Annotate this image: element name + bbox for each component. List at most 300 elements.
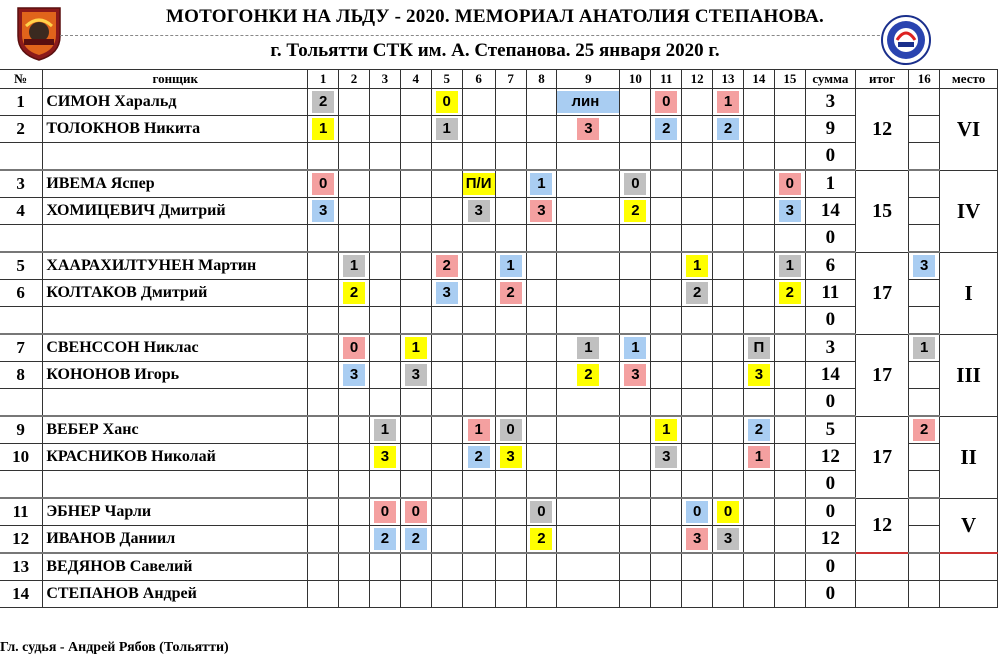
heat-cell	[339, 170, 370, 198]
heat-cell	[682, 198, 713, 225]
heat-cell	[557, 498, 620, 526]
heat-cell	[339, 225, 370, 253]
heat-cell	[308, 307, 339, 335]
heat-cell	[713, 252, 744, 280]
heat-score: 2	[624, 200, 646, 222]
group-place	[940, 581, 998, 608]
heat-cell	[743, 307, 774, 335]
heat-score: 2	[312, 91, 334, 113]
heat-cell	[682, 116, 713, 143]
heat-cell	[495, 581, 526, 608]
heat-cell	[651, 553, 682, 581]
heat-cell	[713, 362, 744, 389]
heat-cell	[495, 471, 526, 499]
heat-cell	[774, 389, 805, 417]
rider-row	[0, 334, 998, 362]
heat-cell	[774, 252, 805, 280]
heat-cell	[462, 143, 495, 171]
group-total: 12	[855, 498, 908, 553]
heat-cell	[651, 280, 682, 307]
heat-cell	[431, 280, 462, 307]
heat-cell	[713, 471, 744, 499]
heat-cell	[526, 307, 557, 335]
heat-cell	[462, 334, 495, 362]
heat-cell	[369, 471, 400, 499]
heat-cell	[495, 143, 526, 171]
heat-score: 3	[436, 282, 458, 304]
rider-name	[43, 143, 308, 171]
rider-name: СИМОН Харальд	[43, 89, 308, 116]
heat-cell	[339, 334, 370, 362]
heat-score: 1	[500, 255, 522, 277]
heat-cell	[682, 553, 713, 581]
heat-cell	[620, 498, 651, 526]
heat-cell	[557, 170, 620, 198]
group-total	[855, 553, 908, 581]
heat-score: 2	[500, 282, 522, 304]
heat-cell	[620, 362, 651, 389]
rider-row	[0, 252, 998, 280]
rider-sum: 0	[805, 581, 855, 608]
run-off-cell	[909, 280, 940, 307]
rider-row	[0, 307, 998, 335]
heat-cell	[620, 280, 651, 307]
rider-name: СТЕПАНОВ Андрей	[43, 581, 308, 608]
heat-score: 2	[748, 419, 770, 441]
run-off-cell	[909, 471, 940, 499]
heat-cell	[431, 389, 462, 417]
heat-cell	[774, 444, 805, 471]
heat-cell	[743, 498, 774, 526]
run-off-cell	[909, 362, 940, 389]
rider-sum: 11	[805, 280, 855, 307]
heat-cell	[431, 362, 462, 389]
group-total: 12	[855, 89, 908, 171]
heat-cell	[682, 225, 713, 253]
run-off-cell	[909, 416, 940, 444]
heat-score: 1	[686, 255, 708, 277]
rider-row	[0, 498, 998, 526]
heat-cell	[400, 389, 431, 417]
heat-cell	[743, 581, 774, 608]
heat-cell	[495, 170, 526, 198]
heat-cell	[743, 362, 774, 389]
heat-cell	[495, 252, 526, 280]
rider-name: КОНОНОВ Игорь	[43, 362, 308, 389]
heat-cell	[713, 143, 744, 171]
heat-cell	[308, 471, 339, 499]
reserve-row	[0, 581, 998, 608]
heat-cell	[369, 116, 400, 143]
heat-score: 3	[655, 446, 677, 468]
rider-row	[0, 116, 998, 143]
heat-cell	[495, 198, 526, 225]
heat-cell	[651, 225, 682, 253]
heat-cell	[743, 198, 774, 225]
heat-cell	[743, 252, 774, 280]
heat-cell	[495, 280, 526, 307]
heat-cell	[431, 116, 462, 143]
heat-cell	[462, 498, 495, 526]
group-total: 17	[855, 252, 908, 334]
rider-sum: 0	[805, 471, 855, 499]
rider-sum: 3	[805, 334, 855, 362]
heat-cell	[651, 143, 682, 171]
rider-name: КОЛТАКОВ Дмитрий	[43, 280, 308, 307]
rider-name: ЭБНЕР Чарли	[43, 498, 308, 526]
heat-cell	[774, 307, 805, 335]
heat-cell	[400, 198, 431, 225]
heat-cell	[431, 198, 462, 225]
heat-cell	[713, 416, 744, 444]
heat-score: 3	[374, 446, 396, 468]
heat-cell	[682, 252, 713, 280]
heat-cell	[308, 280, 339, 307]
rider-row	[0, 89, 998, 116]
heat-cell	[400, 553, 431, 581]
heat-cell	[369, 170, 400, 198]
run-off-cell	[909, 198, 940, 225]
group-place: I	[940, 252, 998, 334]
heat-cell	[774, 143, 805, 171]
heat-cell	[431, 553, 462, 581]
col-heat: 15	[774, 70, 805, 89]
col-heat: 7	[495, 70, 526, 89]
heat-cell	[774, 471, 805, 499]
heat-cell	[495, 116, 526, 143]
heat-cell	[743, 116, 774, 143]
heat-score: 0	[436, 91, 458, 113]
heat-cell	[743, 553, 774, 581]
heat-cell	[526, 252, 557, 280]
heat-cell	[651, 416, 682, 444]
col-heat: 10	[620, 70, 651, 89]
heat-score: 1	[717, 91, 739, 113]
heat-cell	[743, 89, 774, 116]
heat-cell	[620, 471, 651, 499]
heat-cell	[308, 389, 339, 417]
rider-row	[0, 198, 998, 225]
rider-number	[0, 389, 43, 417]
heat-score: 2	[468, 446, 490, 468]
heat-score: 0	[405, 501, 427, 523]
heat-cell	[682, 526, 713, 554]
heat-cell	[620, 170, 651, 198]
heat-cell	[651, 581, 682, 608]
rider-name: ИВАНОВ Даниил	[43, 526, 308, 554]
run-off-cell	[909, 581, 940, 608]
run-off-cell	[909, 307, 940, 335]
heat-cell	[713, 280, 744, 307]
group-place: VI	[940, 89, 998, 171]
heat-cell	[526, 471, 557, 499]
heat-cell	[495, 334, 526, 362]
rider-row	[0, 416, 998, 444]
heat-cell	[400, 526, 431, 554]
heat-cell	[682, 143, 713, 171]
group-total: 15	[855, 170, 908, 252]
heat-cell	[462, 198, 495, 225]
heat-cell	[339, 526, 370, 554]
heat-score: 3	[624, 364, 646, 386]
rider-number	[0, 225, 43, 253]
heat-cell	[431, 581, 462, 608]
heat-cell	[651, 116, 682, 143]
heat-cell	[462, 553, 495, 581]
heat-cell	[400, 498, 431, 526]
heat-cell	[400, 280, 431, 307]
heat-cell	[620, 198, 651, 225]
heat-cell	[557, 252, 620, 280]
heat-cell	[774, 498, 805, 526]
heat-cell	[557, 362, 620, 389]
heat-cell	[369, 416, 400, 444]
rider-name: ХААРАХИЛТУНЕН Мартин	[43, 252, 308, 280]
rider-sum: 9	[805, 116, 855, 143]
heat-cell	[526, 553, 557, 581]
rider-sum: 6	[805, 252, 855, 280]
rider-sum: 12	[805, 444, 855, 471]
heat-cell	[743, 471, 774, 499]
group-total	[855, 581, 908, 608]
heat-cell	[462, 444, 495, 471]
rider-number	[0, 307, 43, 335]
heat-score: 1	[374, 419, 396, 441]
run-off-cell	[909, 334, 940, 362]
rider-name: ХОМИЦЕВИЧ Дмитрий	[43, 198, 308, 225]
rider-number: 6	[0, 280, 43, 307]
heat-cell	[620, 225, 651, 253]
rider-row	[0, 280, 998, 307]
heat-cell	[339, 444, 370, 471]
heat-cell	[651, 389, 682, 417]
heat-score: 2	[405, 528, 427, 550]
col-heat: 11	[651, 70, 682, 89]
heat-cell	[682, 581, 713, 608]
heat-cell	[774, 334, 805, 362]
rider-number: 4	[0, 198, 43, 225]
heat-cell	[620, 526, 651, 554]
rider-name	[43, 389, 308, 417]
heat-cell	[462, 225, 495, 253]
heat-cell	[462, 307, 495, 335]
heat-cell	[774, 416, 805, 444]
heat-score: 3	[577, 118, 599, 140]
heat-cell	[462, 116, 495, 143]
heat-score: 3	[913, 255, 935, 277]
group-total: 17	[855, 334, 908, 416]
heat-cell	[682, 444, 713, 471]
heat-cell	[713, 170, 744, 198]
heat-cell	[743, 444, 774, 471]
heat-score: 3	[748, 364, 770, 386]
heat-cell	[713, 198, 744, 225]
heat-cell	[526, 116, 557, 143]
heat-cell	[526, 89, 557, 116]
heat-cell	[369, 389, 400, 417]
heat-score: 1	[436, 118, 458, 140]
heat-cell	[495, 307, 526, 335]
heat-cell	[462, 252, 495, 280]
rider-sum: 0	[805, 389, 855, 417]
heat-cell	[400, 334, 431, 362]
heat-cell	[526, 416, 557, 444]
heat-cell	[526, 280, 557, 307]
heat-cell	[557, 116, 620, 143]
col-num: №	[0, 70, 43, 89]
rider-row	[0, 225, 998, 253]
heat-cell	[339, 362, 370, 389]
heat-score: лин	[557, 91, 620, 113]
heat-cell	[308, 225, 339, 253]
rider-sum: 0	[805, 225, 855, 253]
heat-cell	[620, 416, 651, 444]
heat-cell	[431, 471, 462, 499]
heat-cell	[339, 581, 370, 608]
heat-score: 0	[686, 501, 708, 523]
heat-cell	[526, 198, 557, 225]
group-place: III	[940, 334, 998, 416]
run-off-cell	[909, 116, 940, 143]
heat-cell	[774, 526, 805, 554]
heat-cell	[369, 143, 400, 171]
rider-name: ИВЕМА Яспер	[43, 170, 308, 198]
heat-cell	[557, 444, 620, 471]
heat-cell	[713, 225, 744, 253]
heat-cell	[339, 498, 370, 526]
rider-row	[0, 526, 998, 554]
run-off-cell	[909, 143, 940, 171]
heat-score: 0	[655, 91, 677, 113]
heat-cell	[620, 581, 651, 608]
heat-cell	[339, 143, 370, 171]
heat-score: 2	[913, 419, 935, 441]
run-off-cell	[909, 389, 940, 417]
heat-cell	[495, 389, 526, 417]
heat-cell	[400, 225, 431, 253]
heat-cell	[431, 89, 462, 116]
heat-score: 3	[405, 364, 427, 386]
heat-cell	[462, 526, 495, 554]
heat-cell	[400, 362, 431, 389]
heat-cell	[743, 416, 774, 444]
heat-score: 3	[468, 200, 490, 222]
col-sum: сумма	[805, 70, 855, 89]
heat-cell	[682, 471, 713, 499]
col-heat: 12	[682, 70, 713, 89]
heat-cell	[308, 526, 339, 554]
heat-cell	[682, 389, 713, 417]
heat-cell	[339, 553, 370, 581]
rider-sum: 12	[805, 526, 855, 554]
heat-cell	[308, 89, 339, 116]
rider-number: 13	[0, 553, 43, 581]
heat-cell	[651, 362, 682, 389]
heat-cell	[462, 89, 495, 116]
heat-cell	[369, 307, 400, 335]
heat-cell	[431, 444, 462, 471]
heat-cell	[774, 116, 805, 143]
group-total: 17	[855, 416, 908, 498]
heat-score: 3	[343, 364, 365, 386]
rider-number: 12	[0, 526, 43, 554]
heat-cell	[308, 334, 339, 362]
run-off-cell	[909, 498, 940, 526]
heat-cell	[713, 553, 744, 581]
heat-score: 2	[343, 282, 365, 304]
col-place: место	[940, 70, 998, 89]
heat-cell	[462, 280, 495, 307]
heat-cell	[400, 89, 431, 116]
ice-speedway-logo	[14, 6, 64, 61]
heat-cell	[774, 362, 805, 389]
heat-cell	[339, 416, 370, 444]
col-heat: 5	[431, 70, 462, 89]
heat-score: 0	[312, 173, 334, 195]
run-off-cell	[909, 526, 940, 554]
heat-cell	[557, 89, 620, 116]
heat-score: 2	[717, 118, 739, 140]
heat-cell	[339, 389, 370, 417]
heat-score: П/И	[463, 173, 495, 195]
rider-number: 9	[0, 416, 43, 444]
heat-cell	[308, 116, 339, 143]
col-heat: 9	[557, 70, 620, 89]
heat-cell	[651, 444, 682, 471]
rider-number: 2	[0, 116, 43, 143]
heat-cell	[431, 307, 462, 335]
group-place: V	[940, 498, 998, 553]
rider-sum: 5	[805, 416, 855, 444]
heat-cell	[557, 471, 620, 499]
rider-row	[0, 362, 998, 389]
heat-cell	[651, 307, 682, 335]
rider-row	[0, 143, 998, 171]
col-heat: 4	[400, 70, 431, 89]
heat-cell	[308, 362, 339, 389]
heat-cell	[682, 89, 713, 116]
heat-cell	[620, 444, 651, 471]
run-off-cell	[909, 252, 940, 280]
heat-cell	[495, 553, 526, 581]
heat-score: 1	[343, 255, 365, 277]
heat-cell	[495, 225, 526, 253]
group-place: II	[940, 416, 998, 498]
heat-cell	[651, 471, 682, 499]
heat-cell	[620, 252, 651, 280]
heat-cell	[339, 280, 370, 307]
heat-cell	[495, 89, 526, 116]
heat-cell	[557, 225, 620, 253]
heat-cell	[651, 252, 682, 280]
heat-cell	[774, 225, 805, 253]
heat-cell	[743, 225, 774, 253]
rider-sum: 3	[805, 89, 855, 116]
rider-number: 5	[0, 252, 43, 280]
heat-score: 1	[312, 118, 334, 140]
heat-cell	[682, 334, 713, 362]
heat-cell	[526, 444, 557, 471]
heat-cell	[400, 252, 431, 280]
heat-score: 0	[374, 501, 396, 523]
col-heat: 13	[713, 70, 744, 89]
rider-name: КРАСНИКОВ Николай	[43, 444, 308, 471]
heat-cell	[308, 198, 339, 225]
chief-judge: Гл. судья - Андрей Рябов (Тольятти)	[0, 640, 229, 655]
col-heat: 1	[308, 70, 339, 89]
heat-cell	[462, 416, 495, 444]
heat-cell	[682, 416, 713, 444]
